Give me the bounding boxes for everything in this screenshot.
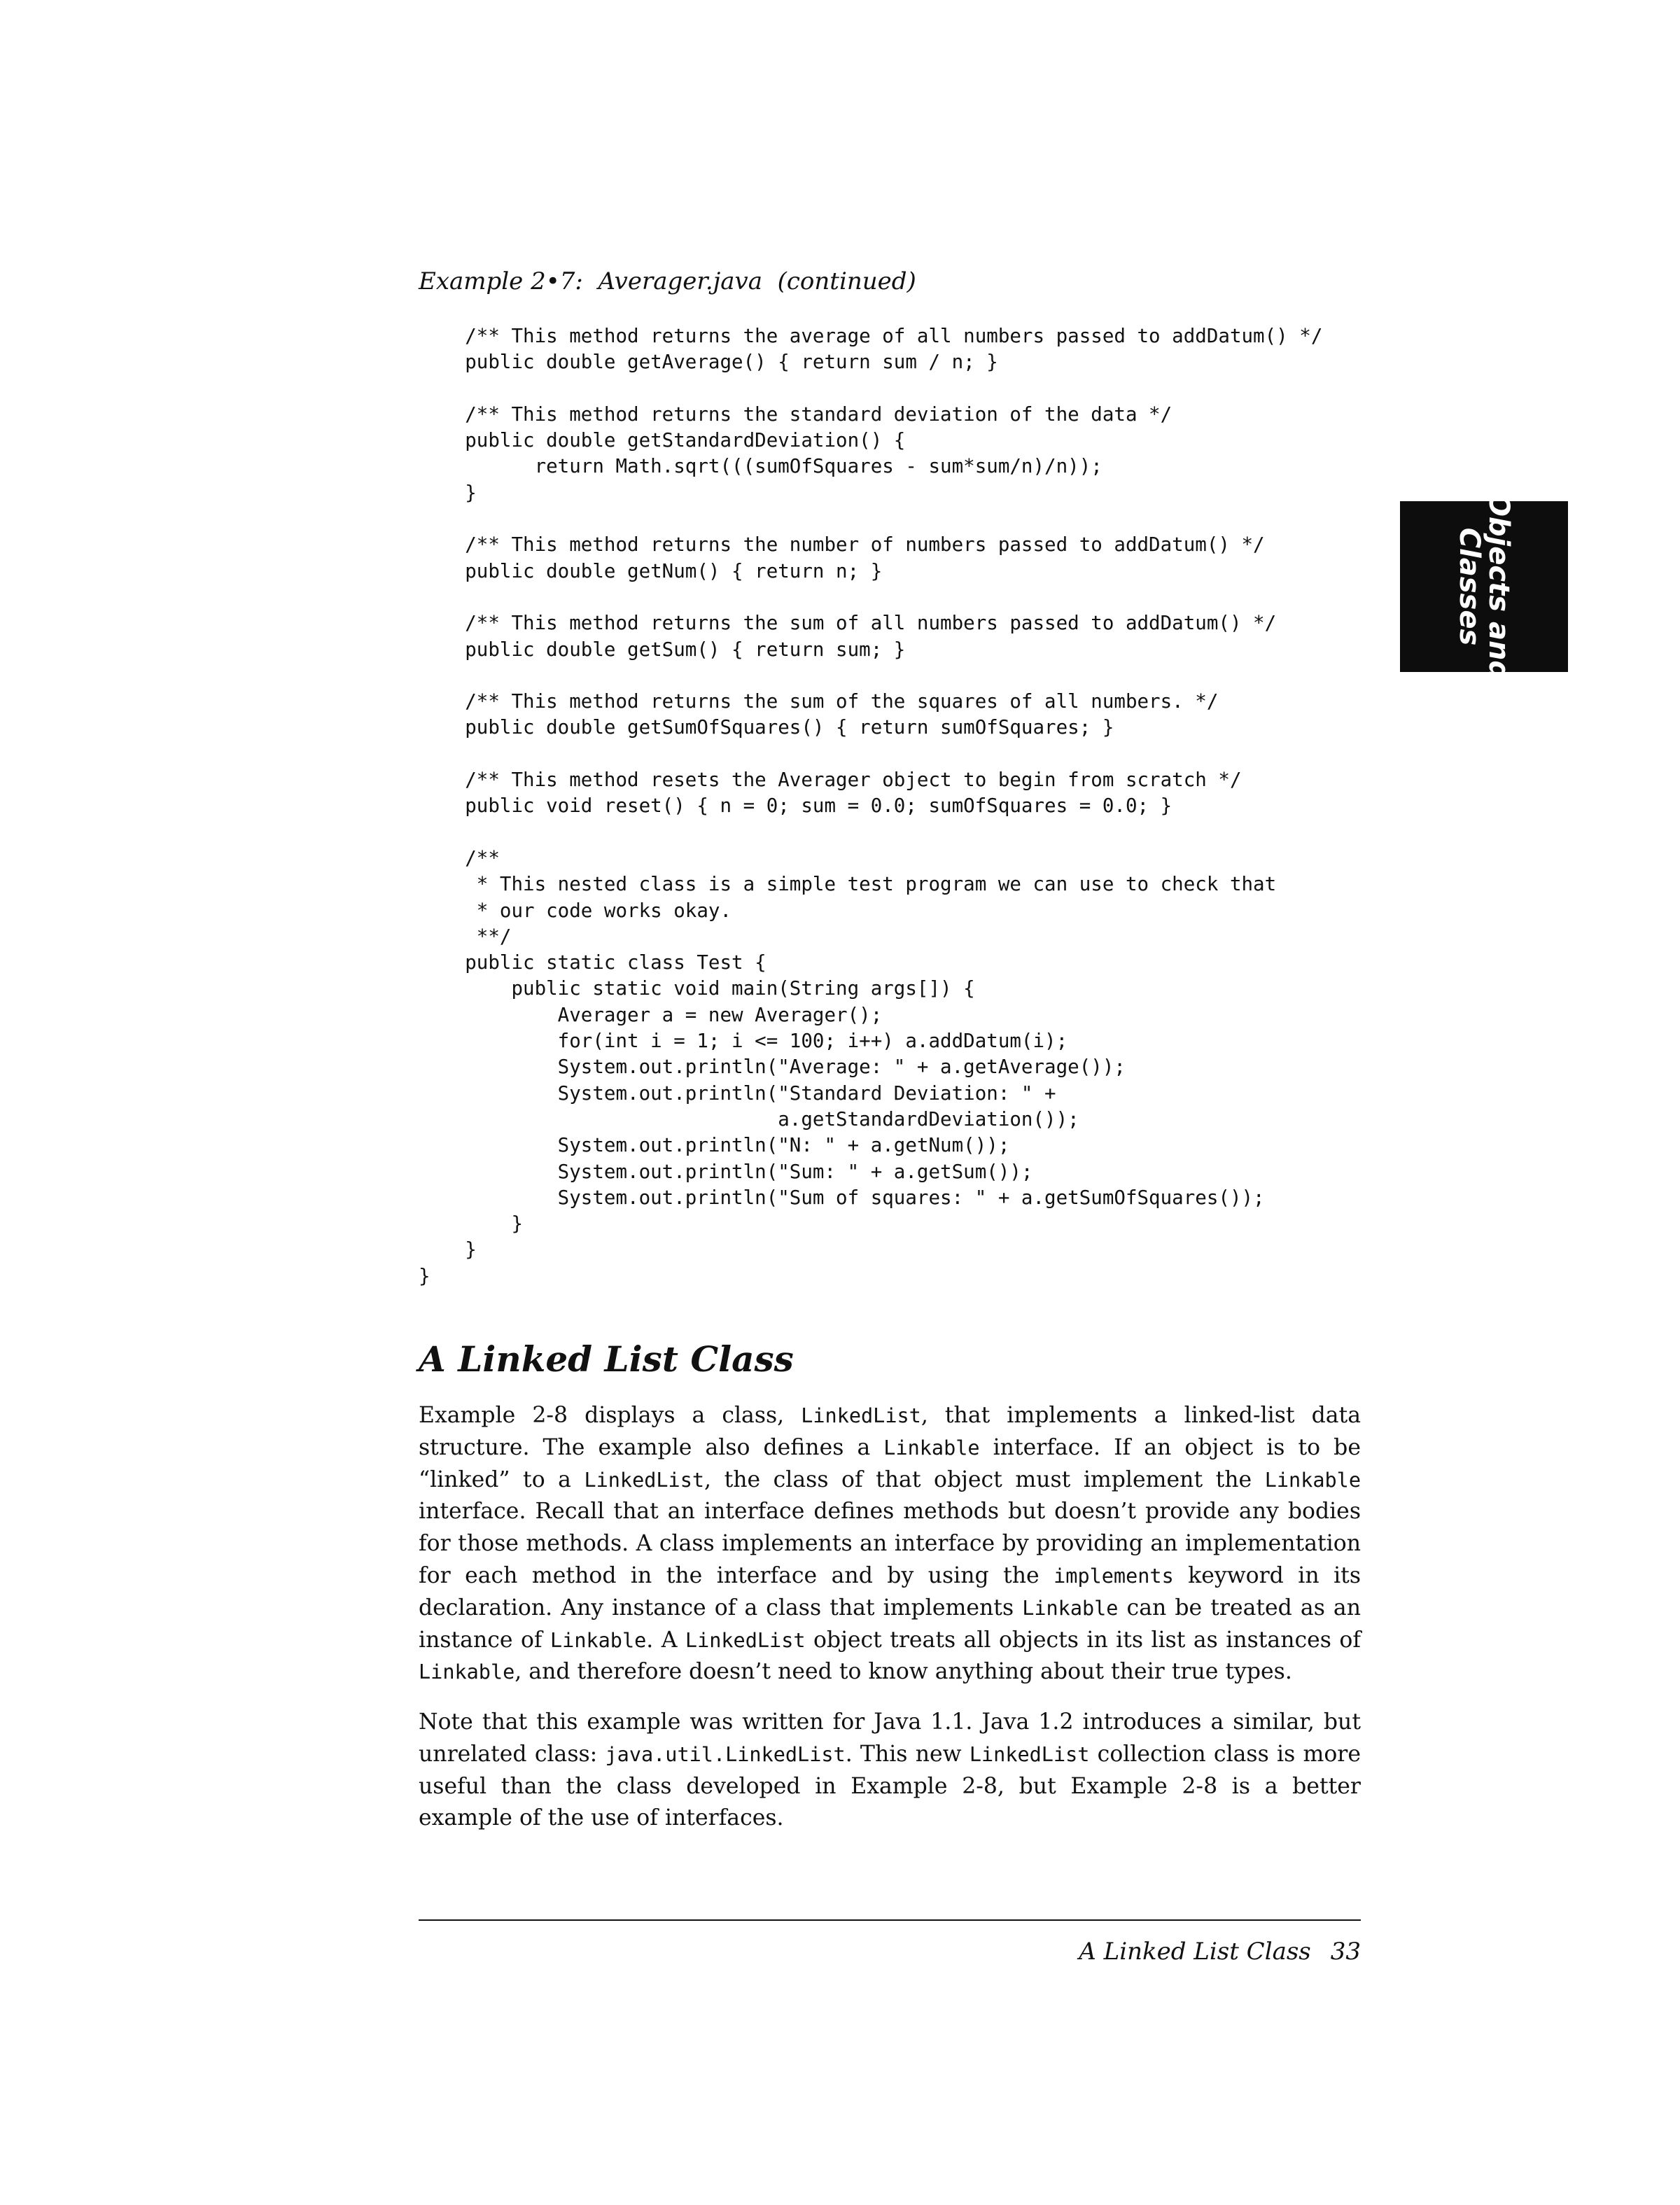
inline-code: LinkedList [801,1404,921,1427]
inline-code: LinkedList [685,1628,806,1652]
code-line: public static class Test { [419,951,766,974]
chapter-thumb-line-2: Classes [1453,527,1485,646]
code-line: public static void main(String args[]) { [419,977,975,1000]
code-line: * This nested class is a simple test program we can use to check that [419,873,1277,896]
body-paragraph-1: Example 2-8 displays a class, LinkedList, that implements a linked-list data structure. The example also defines a Linkable interface. If an object is to be “linked” to a LinkedList, the class of that object must implement the Linkable interface. Recall that an interface defines methods but doesn’t provide any bodies for those methods. A class implements an interface by providing an implementation for each method in the interface and by using the implements keyword in its declaration. Any instance of a class that implements Linkable can be treated as an instance of Linkable. A LinkedList object treats all objects in its list as instances of Linkable, and therefore doesn’t need to know anything about their true types. [419,1403,1362,1685]
code-line: public double getStandardDeviation() { [419,429,906,452]
inline-code: java.util.LinkedList [605,1742,846,1766]
code-line: System.out.println("Sum: " + a.getSum()); [419,1160,1033,1183]
code-line: /** This method returns the sum of the squares of all numbers. */ [419,690,1219,713]
chapter-thumb-label [1455,493,1513,680]
inline-code: Linkable [883,1436,980,1460]
running-title: A Linked List Class [1079,1938,1311,1966]
code-line: /** This method returns the sum of all numbers passed to addDatum() */ [419,612,1277,635]
page-number: 33 [1330,1938,1361,1966]
inline-code: implements [1054,1564,1174,1588]
page-footer [1079,1938,1361,1966]
code-line: /** [419,846,500,869]
code-line: /** This method returns the average of all numbers passed to addDatum() */ [419,325,1323,347]
code-line: System.out.println("Average: " + a.getAverage()); [419,1056,1126,1079]
code-line: public double getNum() { return n; } [419,559,883,582]
example-caption: Example 2•7: Averager.java (continued) [419,267,916,295]
code-line: * our code works okay. [419,899,732,922]
chapter-thumb-tab [1400,492,1568,681]
inline-code: LinkedList [969,1742,1090,1766]
code-line: } [419,1212,524,1236]
code-line: a.getStandardDeviation()); [419,1107,1079,1130]
code-line: return Math.sqrt(((sumOfSquares - sum*sum/n)/n)); [419,455,1102,478]
code-line: public double getSumOfSquares() { return sumOfSquares; } [419,716,1114,739]
inline-code: Linkable [550,1628,647,1652]
code-line: System.out.println("Sum of squares: " + a.getSumOfSquares()); [419,1186,1265,1209]
code-line: public double getAverage() { return sum / n; } [419,351,998,374]
code-line: /** This method returns the number of numbers passed to addDatum() */ [419,533,1265,556]
code-line: } [419,481,477,504]
code-listing [419,323,1322,1289]
inline-code: Linkable [1022,1596,1119,1620]
code-line: public void reset() { n = 0; sum = 0.0; sumOfSquares = 0.0; } [419,794,1172,818]
inline-code: Linkable [419,1660,515,1684]
inline-code: LinkedList [584,1468,705,1492]
body-paragraph-2: Note that this example was written for Java 1.1. Java 1.2 introduces a similar, but unrelated class: java.util.LinkedList. This new LinkedList collection class is more useful than the class developed in Example 2-8, but Example 2-8 is a better example of the use of interfaces. [419,1709,1362,1831]
code-line: } [419,1264,430,1287]
code-line: **/ [419,925,512,948]
code-line: public double getSum() { return sum; } [419,638,906,661]
code-line: System.out.println("N: " + a.getNum()); [419,1134,1010,1157]
code-line: System.out.println("Standard Deviation: " + [419,1082,1056,1105]
code-line: for(int i = 1; i <= 100; i++) a.addDatum(i); [419,1030,1068,1053]
chapter-thumb-line-1: Objects and [1483,492,1515,681]
code-line: Averager a = new Averager(); [419,1003,883,1026]
section-heading: A Linked List Class [419,1338,794,1380]
code-line: } [419,1238,477,1261]
code-line: /** This method returns the standard deviation of the data */ [419,402,1172,426]
code-line: /** This method resets the Averager object to begin from scratch */ [419,769,1242,792]
inline-code: Linkable [1264,1468,1361,1492]
footer-rule [419,1919,1361,1921]
